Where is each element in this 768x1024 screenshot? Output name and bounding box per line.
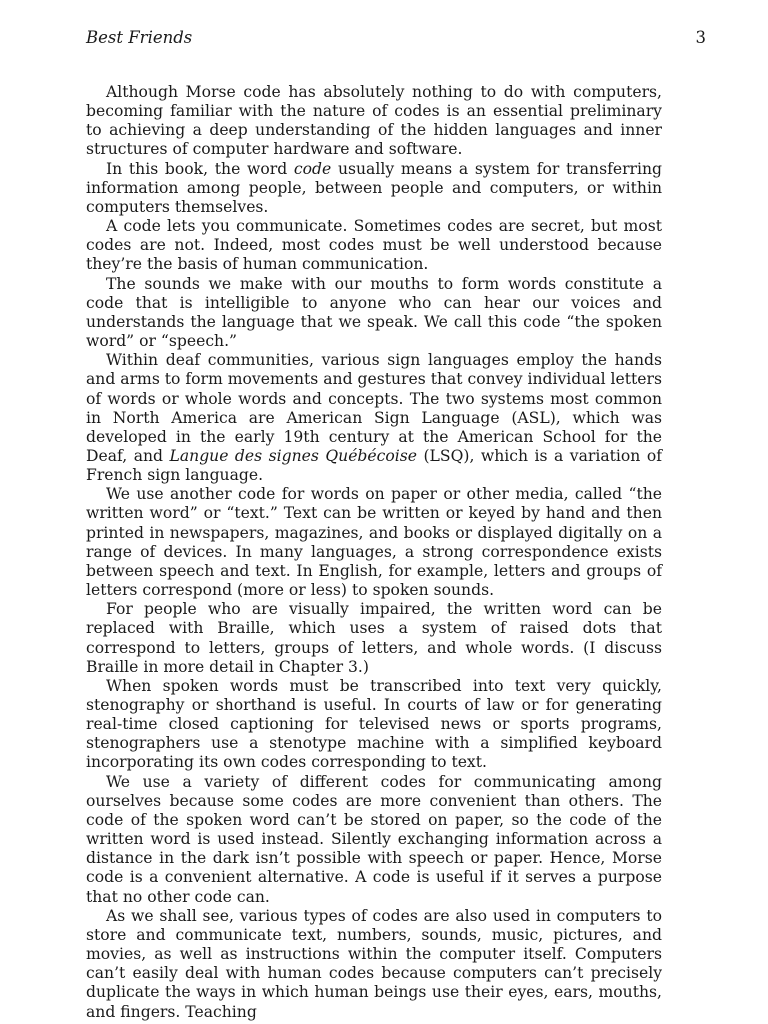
paragraph-sign-languages-start: Within deaf communities, various sign languages employ the hands and arms to form movements and gestures that convey individual letters of words or whole words and concepts. The two systems most common in North America are American Sign Language (ASL), which was developed in the early 19th century at the American School for the Deaf, and — [86, 351, 662, 465]
paragraph-stenography: When spoken words must be transcribed into text very quickly, stenography or shorthand is useful. In courts of law or for generating real-time closed captioning for televised news or sports programs, stenographers use a stenotype machine with a simplified keyboard incorporating its own codes corresponding to text. — [86, 676, 662, 772]
paragraph-computer-codes: As we shall see, various types of codes are also used in computers to store and communicate text, numbers, sounds, music, pictures, and movies, as well as instructions within the computer itself. Computers can’t easily deal with human codes because computers can’t precisely duplicate the ways in which human beings use their eyes, ears, mouths, and fingers. Teaching — [86, 906, 662, 1021]
running-title: Best Friends — [86, 28, 193, 47]
paragraph-morse-code-intro: Although Morse code has absolutely nothing to do with computers, becoming familiar with the nature of codes is an essential preliminary to achieving a deep understanding of the hidden languages and inner structures of computer hardware and software. — [86, 83, 662, 159]
paragraph-written-word: We use another code for words on paper or other media, called “the written word” or “text.” Text can be written or keyed by hand and then printed in newspapers, magazines, and books or displayed digitally on a range of devices. In many languages, a strong correspondence exists between speech and text. In English, for example, letters and groups of letters correspond (more or less) to spoken sounds. — [86, 485, 662, 600]
paragraph-sign-languages-end: (LSQ), which is a variation of French sign language. — [86, 446, 662, 485]
paragraph-code-definition-start: In this book, the word — [106, 159, 294, 178]
running-header — [86, 27, 706, 51]
page-number: 3 — [695, 28, 706, 47]
body-text — [86, 83, 662, 1022]
paragraph-sign-languages — [86, 351, 662, 485]
paragraph-code-definition-end: usually means a system for transferring information among people, between people and computers, or within computers themselves. — [86, 159, 662, 216]
italic-term-code: code — [293, 159, 332, 178]
paragraph-code-definition — [86, 160, 662, 217]
italic-term-lsq: Langue des signes Québécoise — [169, 446, 417, 465]
paragraph-variety-of-codes: We use a variety of different codes for communicating among ourselves because some codes are more convenient than others. The code of the spoken word can’t be stored on paper, so the code of the written word is used instead. Silently exchanging information across a distance in the dark isn’t possible with speech or paper. Hence, Morse code is a convenient alternative. A code is useful if it serves a purpose that no other code can. — [86, 772, 662, 906]
paragraph-spoken-word: The sounds we make with our mouths to form words constitute a code that is intelligible to anyone who can hear our voices and understands the language that we speak. We call this code “the spoken word” or “speech.” — [86, 274, 662, 351]
paragraph-communication: A code lets you communicate. Sometimes codes are secret, but most codes are not. Indeed, most codes must be well understood because they’re the basis of human communication. — [86, 217, 662, 274]
paragraph-braille: For people who are visually impaired, the written word can be replaced with Braille, which uses a system of raised dots that correspond to letters, groups of letters, and whole words. (I discuss Braille in more detail in Chapter 3.) — [86, 600, 662, 676]
